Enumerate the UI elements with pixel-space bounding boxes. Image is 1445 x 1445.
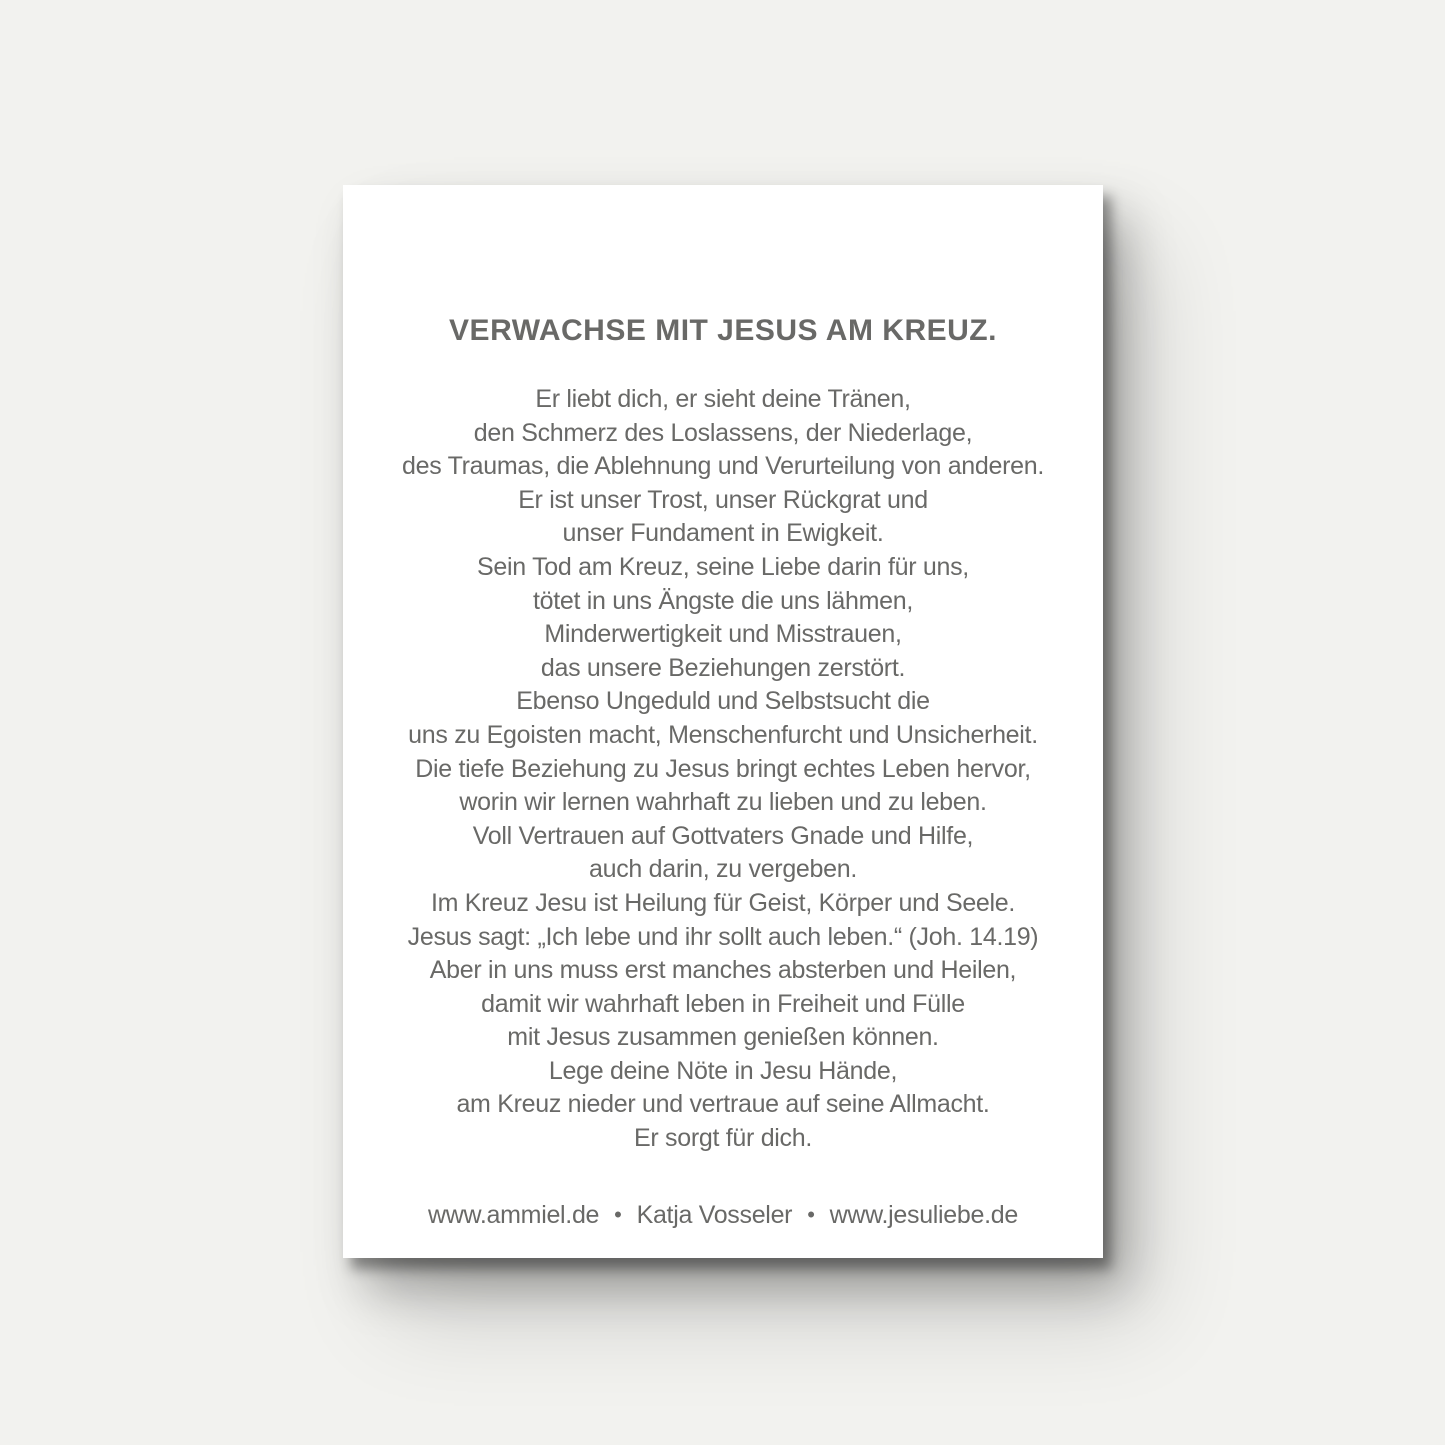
poem-line: uns zu Egoisten macht, Menschenfurcht und Unsicherheit. [408,720,1038,749]
poem-line: Lege deine Nöte in Jesu Hände, [548,1056,898,1085]
poem-line: das unsere Beziehungen zerstört. [540,653,906,682]
poem-line: tötet in uns Ängste die uns lähmen, [532,586,914,615]
card-footer [343,1198,1103,1232]
poem-line: Im Kreuz Jesu ist Heilung für Geist, Körper und Seele. [430,888,1016,917]
poem-line: Voll Vertrauen auf Gottvaters Gnade und Hilfe, [472,821,974,850]
poem-text [343,383,1103,1156]
card-title: VERWACHSE MIT JESUS AM KREUZ. [449,314,997,347]
poem-line: damit wir wahrhaft leben in Freiheit und Fülle [481,989,965,1018]
poem-line: Sein Tod am Kreuz, seine Liebe darin für uns, [477,552,969,581]
bullet-separator: • [807,1202,815,1227]
jesuliebe-url: www.jesuliebe.de [829,1201,1018,1229]
poem-line: Minderwertigkeit und Misstrauen, [544,620,902,649]
poem-line: den Schmerz des Loslassens, der Niederlage, [473,418,973,447]
prayer-card [343,185,1103,1258]
poem-line: Die tiefe Beziehung zu Jesus bringt echtes Leben hervor, [415,754,1031,783]
poem-line: Jesus sagt: „Ich lebe und ihr sollt auch leben.“ (Joh. 14.19) [407,922,1039,951]
poem-line: auch darin, zu vergeben. [589,855,857,884]
ammiel-url: www.ammiel.de [428,1201,600,1229]
poem-line: mit Jesus zusammen genießen können. [507,1023,939,1052]
bullet-separator: • [614,1202,622,1227]
poem-line: des Traumas, die Ablehnung und Verurteilung von anderen. [401,452,1044,481]
poem-line: Er sorgt für dich. [634,1124,812,1153]
poem-line: am Kreuz nieder und vertraue auf seine Allmacht. [456,1090,990,1119]
poem-line: Er ist unser Trost, unser Rückgrat und [518,485,928,514]
poem-line: Ebenso Ungeduld und Selbstsucht die [516,687,930,716]
poem-line: worin wir lernen wahrhaft zu lieben und zu leben. [459,788,987,817]
author-name: Katja Vosseler [636,1201,793,1229]
poem-line: unser Fundament in Ewigkeit. [562,519,884,548]
poem-line: Aber in uns muss erst manches absterben und Heilen, [429,956,1017,985]
poem-line: Er liebt dich, er sieht deine Tränen, [535,385,911,413]
